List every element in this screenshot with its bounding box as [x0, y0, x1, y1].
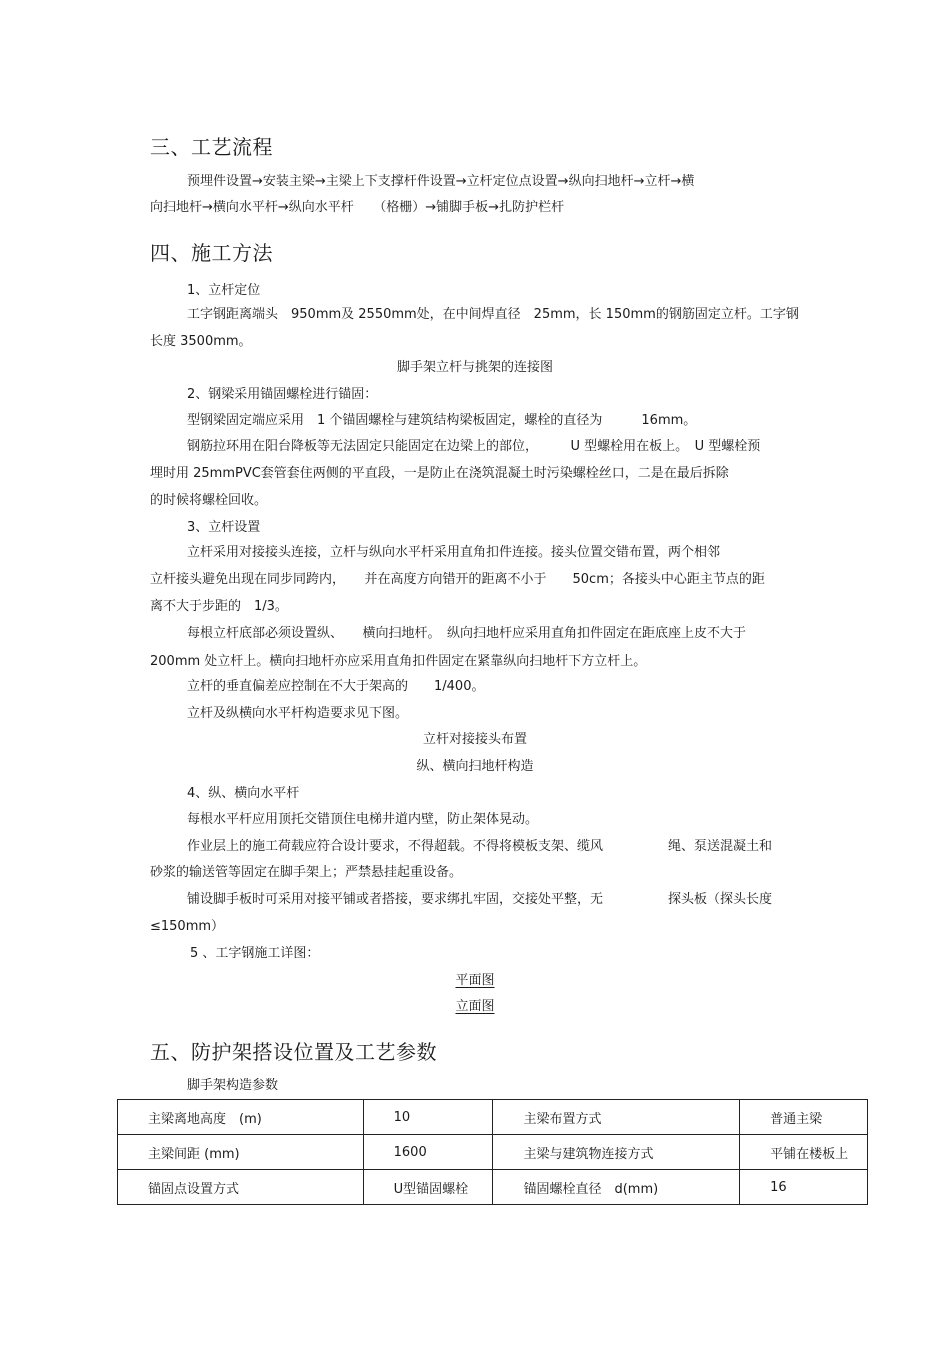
- table-cell: U型锚固螺栓: [363, 1170, 493, 1205]
- table-caption: 脚手架构造参数: [187, 1078, 279, 1093]
- paragraph-line: 离不大于步距的 1/3。: [150, 599, 288, 614]
- paragraph-line: 立杆接头避免出现在同步同跨内， 并在高度方向错开的距离不小于 50cm；各接头中心距主节点的距: [150, 572, 765, 587]
- paragraph-line: 每根水平杆应用顶托交错顶住电梯井道内壁，防止架体晃动。: [187, 812, 539, 827]
- figure-caption: 纵、横向扫地杆构造: [416, 759, 534, 774]
- paragraph-line: 铺设脚手板时可采用对接平铺或者搭接，要求绑扎牢固，交接处平整，无 探头板（探头长度: [187, 892, 773, 907]
- table-cell: 16: [740, 1170, 868, 1205]
- table-cell: 锚固螺栓直径 d(mm): [493, 1170, 740, 1205]
- subheading-5: 5 、工字钢施工详图：: [190, 946, 320, 961]
- section-4-heading: 四、施工方法: [150, 241, 273, 265]
- table-cell: 10: [363, 1100, 493, 1135]
- figure-link-elevation-view: 立面图: [455, 999, 495, 1014]
- table-cell: 主梁间距 (mm): [118, 1135, 364, 1170]
- table-row: [118, 1135, 868, 1170]
- scaffold-parameter-table: [117, 1099, 868, 1205]
- subheading-4: 4、纵、横向水平杆: [187, 786, 300, 801]
- paragraph-line: 每根立杆底部必须设置纵、 横向扫地杆。 纵向扫地杆应采用直角扣件固定在距底座上皮不大于: [187, 626, 747, 641]
- subheading-2: 2、钢梁采用锚固螺栓进行锚固：: [187, 387, 378, 402]
- table-cell: 主梁离地高度 (m): [118, 1100, 364, 1135]
- table-cell: 普通主梁: [740, 1100, 868, 1135]
- process-flow-line-1: 预埋件设置→安装主梁→主梁上下支撑杆件设置→立杆定位点设置→纵向扫地杆→立杆→横: [187, 174, 695, 189]
- paragraph-line: 立杆采用对接接头连接，立杆与纵向水平杆采用直角扣件连接。接头位置交错布置，两个相邻: [187, 545, 721, 560]
- paragraph-line: 砂浆的输送管等固定在脚手架上；严禁悬挂起重设备。: [150, 865, 463, 880]
- paragraph-line: 长度 3500mm。: [150, 334, 252, 349]
- figure-caption: 脚手架立杆与挑架的连接图: [396, 360, 553, 375]
- paragraph-line: 立杆及纵横向水平杆构造要求见下图。: [187, 706, 409, 721]
- subheading-1: 1、立杆定位: [187, 283, 261, 298]
- section-5-heading: 五、防护架搭设位置及工艺参数: [150, 1040, 437, 1064]
- paragraph-line: 200mm 处立杆上。横向扫地杆亦应采用直角扣件固定在紧靠纵向扫地杆下方立杆上。: [150, 654, 647, 669]
- paragraph-line: 的时候将螺栓回收。: [150, 493, 268, 508]
- table-row: [118, 1100, 868, 1135]
- section-3-heading: 三、工艺流程: [150, 135, 273, 159]
- figure-caption: 立杆对接接头布置: [422, 732, 527, 747]
- process-flow-line-2: 向扫地杆→横向水平杆→纵向水平杆 （格栅）→铺脚手板→扎防护栏杆: [150, 200, 565, 215]
- table-cell: 主梁布置方式: [493, 1100, 740, 1135]
- paragraph-line: 作业层上的施工荷载应符合设计要求，不得超载。不得将模板支架、缆风 绳、泵送混凝土和: [187, 839, 773, 854]
- paragraph-line: 型钢梁固定端应采用 1 个锚固螺栓与建筑结构梁板固定，螺栓的直径为 16mm。: [187, 413, 697, 428]
- figure-link-plan-view: 平面图: [455, 973, 495, 988]
- paragraph-line: 埋时用 25mmPVC套管套住两侧的平直段，一是防止在浇筑混凝土时污染螺栓丝口，二是在最后拆除: [150, 466, 729, 481]
- table-cell: 锚固点设置方式: [118, 1170, 364, 1205]
- paragraph-line: 工字钢距离端头 950mm及 2550mm处，在中间焊直径 25mm，长 150mm的钢筋固定立杆。工字钢: [187, 307, 799, 322]
- table-cell: 平铺在楼板上: [740, 1135, 868, 1170]
- table-row: [118, 1170, 868, 1205]
- subheading-3: 3、立杆设置: [187, 520, 261, 535]
- table-cell: 1600: [363, 1135, 493, 1170]
- paragraph-line: 钢筋拉环用在阳台降板等无法固定只能固定在边梁上的部位， U 型螺栓用在板上。 U 型螺栓预: [187, 439, 761, 454]
- table-cell: 主梁与建筑物连接方式: [493, 1135, 740, 1170]
- paragraph-line: ≤150mm）: [150, 919, 225, 934]
- paragraph-line: 立杆的垂直偏差应控制在不大于架高的 1/400。: [187, 679, 485, 694]
